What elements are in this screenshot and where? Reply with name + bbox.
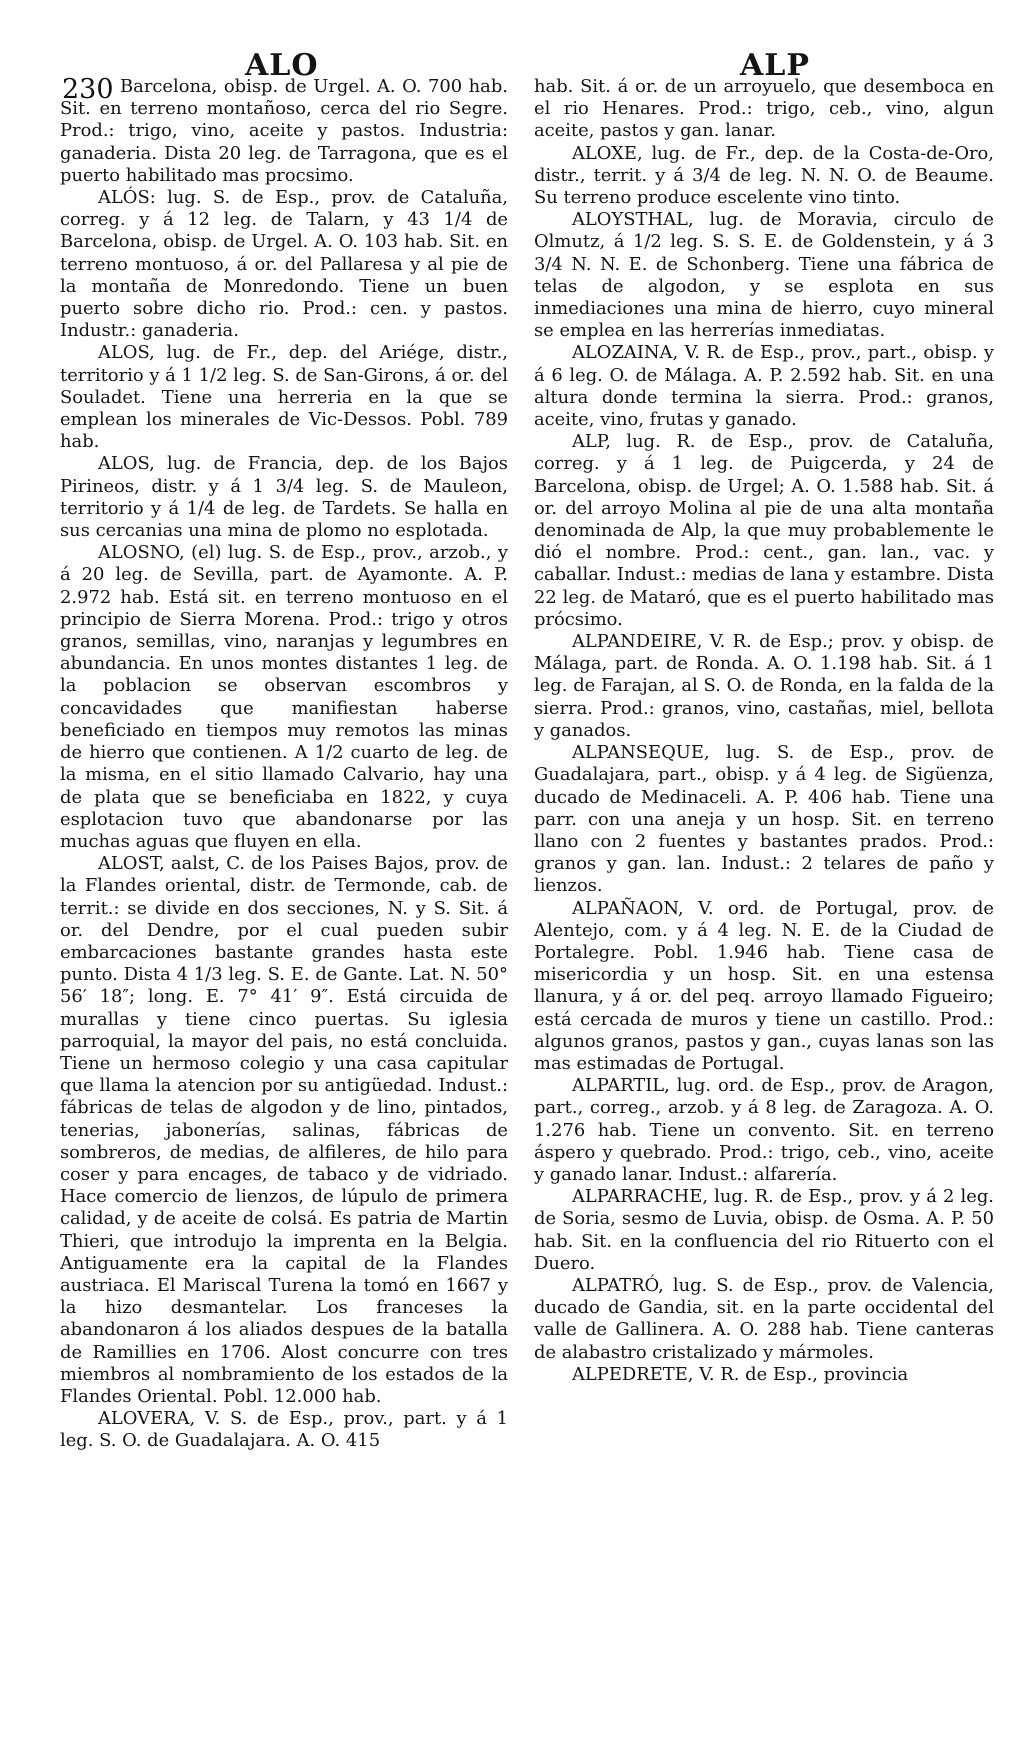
- dictionary-entry: ALPANDEIRE, V. R. de Esp.; prov. y obisp. de Málaga, part. de Ronda. A. O. 1.198 hab. Sit. á 1 leg. de Farajan, al S. O. de Ronda, en la falda de la sierra. Prod.: granos, vino, castañas, miel, bellota y ganados.: [534, 631, 994, 741]
- dictionary-entry: ALOS, lug. de Francia, dep. de los Bajos Pirineos, distr. y á 1 3/4 leg. S. de Mauleon, territorio y á 1/4 de leg. de Tardets. Se halla en sus cercanias una mina de plomo no esplotada.: [60, 453, 508, 542]
- dictionary-entry: ALP, lug. R. de Esp., prov. de Cataluña, correg. y á 1 leg. de Puigcerda, y 24 de Barcelona, obisp. de Urgel; A. O. 1.588 hab. Sit. á or. del arroyo Molina al pie de una alta montaña denominada de Alp, la que muy probablemente le dió el nombre. Prod.: cent., gan. lan., vac. y caballar. Indust.: medias de lana y estambre. Dista 22 leg. de Mataró, que es el puerto habilitado mas prócsimo.: [534, 431, 994, 630]
- page-number: 230: [62, 74, 114, 105]
- left-column: [60, 76, 508, 1453]
- dictionary-entry: ALOXE, lug. de Fr., dep. de la Costa-de-Oro, distr., territ. y á 3/4 de leg. N. N. O. de Beaume. Su terreno produce escelente vino tinto.: [534, 142, 994, 209]
- dictionary-entry: ALÓS: lug. S. de Esp., prov. de Cataluña, correg. y á 12 leg. de Talarn, y 43 1/4 de Barcelona, obisp. de Urgel. A. O. 103 hab. Sit. en terreno montuoso, á or. del Pallaresa y al pie de la montaña de Monredondo. Tiene un buen puerto sobre dicho rio. Prod.: cen. y pastos. Industr.: ganaderia.: [60, 187, 508, 342]
- right-column: [534, 76, 994, 1386]
- dictionary-entry: ALPARTIL, lug. ord. de Esp., prov. de Aragon, part., correg., arzob. y á 8 leg. de Zaragoza. A. O. 1.276 hab. Tiene un convento. Sit. en terreno áspero y quebrado. Prod.: trigo, ceb., vino, aceite y ganado lanar. Indust.: alfarería.: [534, 1075, 994, 1185]
- dictionary-entry: ALOS, lug. de Fr., dep. del Ariége, distr., territorio y á 1 1/2 leg. S. de San-Girons, á or. del Souladet. Tiene una herreria en la que se emplean los minerales de Vic-Dessos. Pobl. 789 hab.: [60, 342, 508, 453]
- running-header-right: ALP: [740, 48, 810, 83]
- dictionary-entry: ALPAÑAON, V. ord. de Portugal, prov. de Alentejo, com. y á 4 leg. N. E. de la Ciudad de Portalegre. Pobl. 1.946 hab. Tiene casa de misericordia y un hosp. Sit. en una estensa llanura, y á or. del peq. arroyo llamado Figueiro; está cercada de muros y tiene un castillo. Prod.: algunos granos, pastos y gan., cuyas lanas son las mas estimadas de Portugal.: [534, 897, 994, 1074]
- dictionary-entry: ALOSNO, (el) lug. S. de Esp., prov., arzob., y á 20 leg. de Sevilla, part. de Ayamonte. A. P. 2.972 hab. Está sit. en terreno montuoso en el principio de Sierra Morena. Prod.: trigo y otros granos, semillas, vino, naranjas y legumbres en abundancia. En unos montes distantes 1 leg. de la poblacion se observan escombros y concavidades que manifiestan haberse beneficiado en tiempos muy remotos las minas de hierro que contienen. A 1/2 cuarto de leg. de la misma, en el sitio llamado Calvario, hay una de plata que se beneficiaba en 1822, y cuya esplotacion tuvo que abandonarse por las muchas aguas que fluyen en ella.: [60, 542, 508, 852]
- dictionary-entry: ALOST, aalst, C. de los Paises Bajos, prov. de la Flandes oriental, distr. de Termonde, cab. de territ.: se divide en dos secciones, N. y S. Sit. á or. del Dendre, por el cual pueden subir embarcaciones bastante grandes hasta este punto. Dista 4 1/3 leg. S. E. de Gante. Lat. N. 50° 56′ 18″; long. E. 7° 41′ 9″. Está circuida de murallas y tiene cinco puertas. Su iglesia parroquial, la mayor del pais, no está concluida. Tiene un hermoso colegio y una casa capitular que llama la atencion por su antigüedad. Indust.: fábricas de telas de algodon y de lino, pintados, tenerias, jabonerías, salinas, fábricas de sombreros, de medias, de alfileres, de hilo para coser y para encages, de tabaco y de vidriado. Hace comercio de lienzos, de lúpulo de primera calidad, y de aceite de colsá. Es patria de Martin Thieri, que introdujo la imprenta en la Belgia. Antiguamente era la capital de la Flandes austriaca. El Mariscal Turena la tomó en 1667 y la hizo desmantelar. Los franceses la abandonaron á los aliados despues de la batalla de Ramillies en 1706. Alost concurre con tres miembros al nombramiento de los estados de la Flandes Oriental. Pobl. 12.000 hab.: [60, 853, 508, 1407]
- dictionary-entry: ALPANSEQUE, lug. S. de Esp., prov. de Guadalajara, part., obisp. y á 4 leg. de Sigüenza, ducado de Medinaceli. A. P. 406 hab. Tiene una parr. con una aneja y un hosp. Sit. en terreno llano con 2 fuentes y bastantes prados. Prod.: granos y gan. lan. Indust.: 2 telares de paño y lienzos.: [534, 742, 994, 897]
- dictionary-entry: ALPARRACHE, lug. R. de Esp., prov. y á 2 leg. de Soria, sesmo de Luvia, obisp. de Osma. A. P. 50 hab. Sit. en la confluencia del rio Rituerto con el Duero.: [534, 1186, 994, 1274]
- dictionary-entry: hab. Sit. á or. de un arroyuelo, que desemboca en el rio Henares. Prod.: trigo, ceb., vino, algun aceite, pastos y gan. lanar.: [534, 76, 994, 142]
- dictionary-entry: ALOYSTHAL, lug. de Moravia, circulo de Olmutz, á 1/2 leg. S. S. E. de Goldenstein, y á 3 3/4 N. N. E. de Schonberg. Tiene una fábrica de telas de algodon, y se esplota en sus inmediaciones una mina de hierro, cuyo mineral se emplea en las herrerías inmediatas.: [534, 209, 994, 342]
- dictionary-entry: ALOZAINA, V. R. de Esp., prov., part., obisp. y á 6 leg. O. de Málaga. A. P. 2.592 hab. Sit. en una altura donde termina la sierra. Prod.: granos, aceite, vino, frutas y ganado.: [534, 342, 994, 431]
- dictionary-entry: ALPATRÓ, lug. S. de Esp., prov. de Valencia, ducado de Gandia, sit. en la parte occidental del valle de Gallinera. A. O. 288 hab. Tiene canteras de alabastro cristalizado y mármoles.: [534, 1274, 994, 1363]
- running-header-left: ALO: [245, 48, 319, 83]
- dictionary-entry: ALPEDRETE, V. R. de Esp., provincia: [572, 1363, 909, 1385]
- dictionary-entry: Barcelona, obisp. de Urgel. A. O. 700 hab. Sit. en terreno montañoso, cerca del rio Segre. Prod.: trigo, vino, aceite y pastos. Industria: ganaderia. Dista 20 leg. de Tarragona, que es el puerto habilitado mas procsimo.: [60, 76, 508, 186]
- dictionary-entry: ALOVERA, V. S. de Esp., prov., part. y á 1 leg. S. O. de Guadalajara. A. O. 415: [60, 1408, 508, 1452]
